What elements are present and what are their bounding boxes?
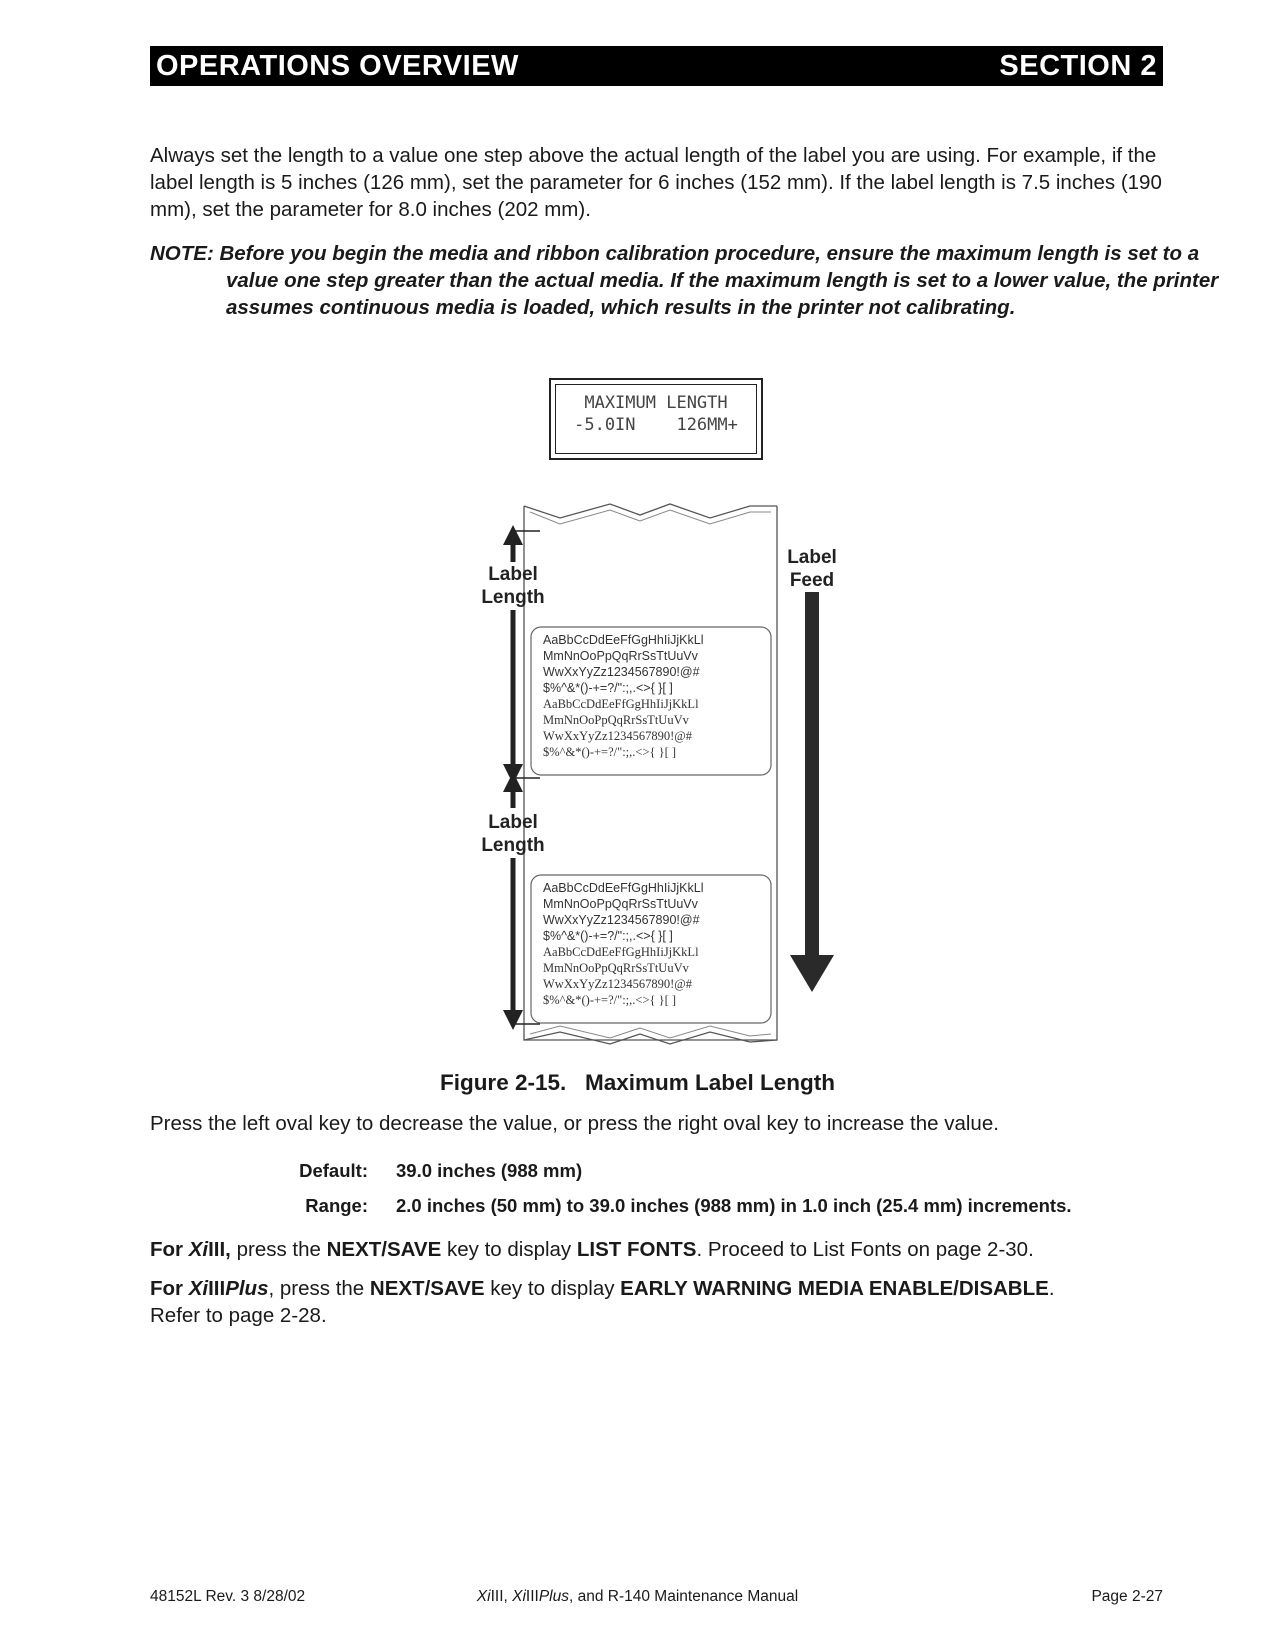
default-label: Default: <box>299 1160 368 1181</box>
sample-line: MmNnOoPpQqRrSsTtUuVv <box>543 713 689 727</box>
footer-model-e: Plus <box>538 1588 569 1605</box>
lcd-line-1: MAXIMUM LENGTH <box>584 393 728 413</box>
xiiiplus-instruction <box>150 1275 1180 1329</box>
xiii-model-italic: Xi <box>188 1238 209 1261</box>
label-feed-shaft <box>805 592 819 960</box>
xiiiplus-text-1: , press the <box>268 1277 370 1300</box>
range-value: 2.0 inches (50 mm) to 39.0 inches (988 mm) in 1.0 inch (25.4 mm) increments. <box>396 1195 1072 1216</box>
sample-line: MmNnOoPpQqRrSsTtUuVv <box>543 649 698 663</box>
range-label: Range: <box>305 1195 368 1216</box>
header-title: OPERATIONS OVERVIEW <box>156 49 519 82</box>
xiiiplus-key: NEXT/SAVE <box>369 1277 485 1300</box>
label-length-text-2a: Label <box>488 812 538 833</box>
sample-line: $%^&*()-+=?/":;,.<>{ }[ ] <box>543 993 677 1007</box>
xiii-model-rest: III, <box>208 1238 231 1261</box>
xiii-text-1: press the <box>230 1238 327 1261</box>
label-feed-text-a: Label <box>787 547 837 568</box>
xiii-instruction <box>150 1236 1165 1263</box>
footer-model-d: III <box>525 1588 539 1605</box>
xiiiplus-text-3: . <box>1048 1277 1055 1300</box>
footer-model-c: Xi <box>512 1588 526 1605</box>
xiiiplus-text-2: key to display <box>484 1277 621 1300</box>
label-length-text-1b: Length <box>481 587 545 608</box>
sample-line: WwXxYyZz1234567890!@# <box>543 665 700 679</box>
footer-model-b: III, <box>490 1588 513 1605</box>
footer-center <box>0 1588 1275 1606</box>
footer-page-number: Page 2-27 <box>1091 1588 1163 1605</box>
label-feed-arrowhead <box>790 955 834 992</box>
label-length-text-1a: Label <box>488 564 538 585</box>
xiii-text-2: key to display <box>441 1238 577 1261</box>
xiii-for: For <box>150 1238 189 1261</box>
sample-line: $%^&*()-+=?/":;,.<>{ }[ ] <box>543 929 673 943</box>
sample-line: MmNnOoPpQqRrSsTtUuVv <box>543 961 689 975</box>
sample-line: WwXxYyZz1234567890!@# <box>543 913 700 927</box>
press-instruction: Press the left oval key to decrease the value, or press the right oval key to increase the value. <box>150 1112 999 1135</box>
sample-line: AaBbCcDdEeFfGgHhIiJjKkLl <box>543 633 704 647</box>
note-paragraph: NOTE: Before you begin the media and ribbon calibration procedure, ensure the maximum length is set to a value one step greater than the actual media. If the maximum length is set to a lower value, the printer assumes continuous media is loaded, which results in the printer not calibrating. <box>150 242 1219 319</box>
xiiiplus-model-italic: Xi <box>188 1277 209 1300</box>
xiii-text-3: . Proceed to List Fonts on page 2-30. <box>696 1238 1034 1261</box>
sample-line: AaBbCcDdEeFfGgHhIiJjKkLl <box>543 697 699 711</box>
xiiiplus-target: EARLY WARNING MEDIA ENABLE/DISABLE <box>620 1277 1049 1300</box>
sample-line: $%^&*()-+=?/":;,.<>{ }[ ] <box>543 681 673 695</box>
xiiiplus-for: For <box>150 1277 189 1300</box>
figure-caption: Figure 2-15. Maximum Label Length <box>439 1070 836 1095</box>
label-feed-text-b: Feed <box>789 570 835 591</box>
footer-left: 48152L Rev. 3 8/28/02 <box>150 1588 306 1605</box>
footer-title: , and R-140 Maintenance Manual <box>569 1588 799 1605</box>
intro-paragraph: Always set the length to a value one step above the actual length of the label you are using. For example, if the label length is 5 inches (126 mm), set the parameter for 6 inches (152 mm). If the label length is 7.5 inches (190 mm), set the parameter for 8.0 inches (202 mm). <box>150 144 1162 221</box>
lcd-line-2: -5.0IN 126MM+ <box>574 415 738 435</box>
liner-bottom-tear <box>524 1032 777 1044</box>
sample-line: AaBbCcDdEeFfGgHhIiJjKkLl <box>543 945 699 959</box>
xiiiplus-line-2: Refer to page 2-28. <box>150 1304 327 1327</box>
sample-line: AaBbCcDdEeFfGgHhIiJjKkLl <box>543 881 704 895</box>
sample-line: $%^&*()-+=?/":;,.<>{ }[ ] <box>543 745 677 759</box>
xiiiplus-model-plus: Plus <box>225 1277 269 1300</box>
sample-line: WwXxYyZz1234567890!@# <box>543 729 692 743</box>
header-section: SECTION 2 <box>999 49 1157 82</box>
sample-line: MmNnOoPpQqRrSsTtUuVv <box>543 897 698 911</box>
liner-top-tear <box>524 504 777 518</box>
footer-model-a: Xi <box>476 1588 491 1605</box>
xiii-target: LIST FONTS <box>576 1238 697 1261</box>
sample-line: WwXxYyZz1234567890!@# <box>543 977 692 991</box>
default-value: 39.0 inches (988 mm) <box>396 1160 583 1181</box>
xiii-key: NEXT/SAVE <box>326 1238 442 1261</box>
label-length-text-2b: Length <box>481 835 545 856</box>
xiiiplus-model-mid: III <box>208 1277 226 1300</box>
